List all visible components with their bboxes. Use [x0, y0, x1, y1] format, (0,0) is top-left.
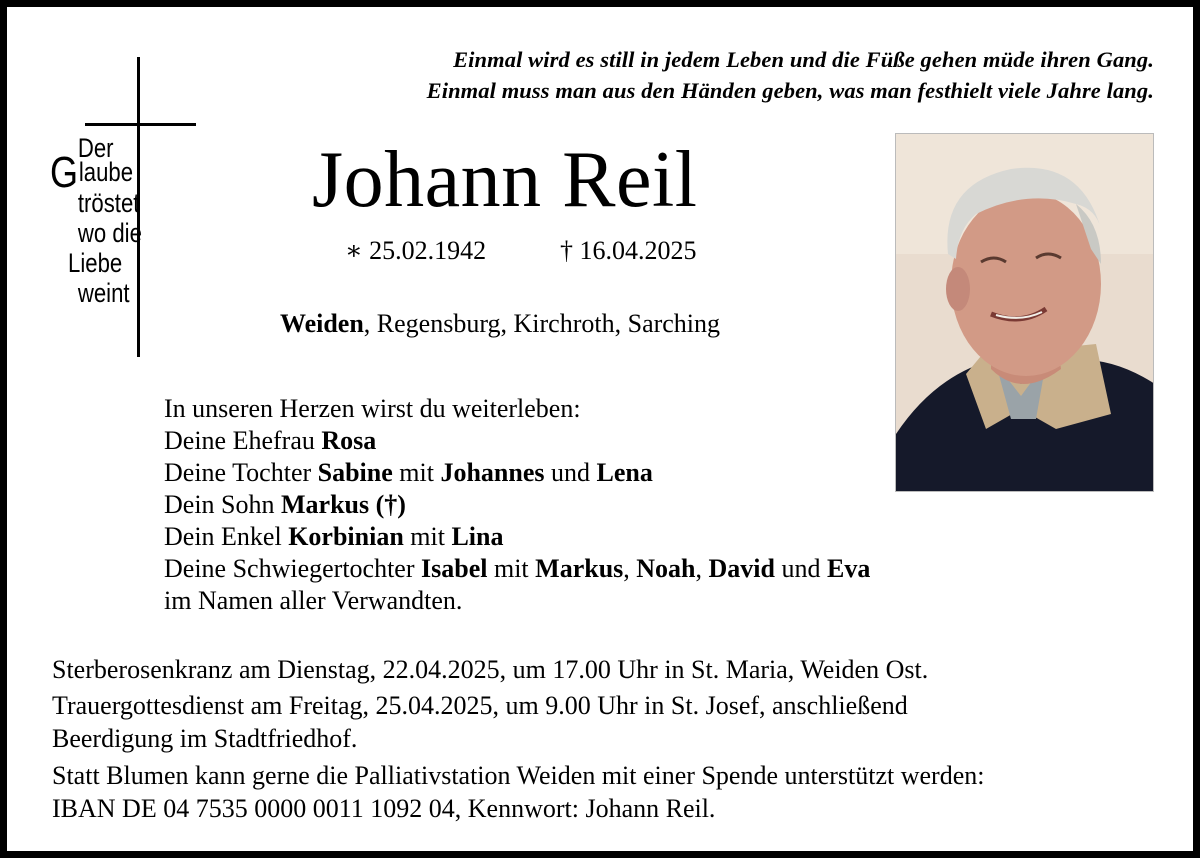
mourners-list [164, 393, 870, 617]
places-line [280, 308, 720, 340]
funeral-notice-line-2: Beerdigung im Stadtfriedhof. [52, 724, 358, 753]
motto-verse [427, 44, 1154, 106]
cross-horizontal-bar [85, 123, 196, 126]
mourner-row: Deine Tochter Sabine mit Johannes und Lena [164, 458, 653, 487]
mourner-row: Dein Enkel Korbinian mit Lina [164, 522, 504, 551]
birth-date: ∗ 25.02.1942 [345, 236, 487, 265]
faith-emblem-text [50, 133, 165, 308]
emblem-line-5: Liebe [68, 248, 123, 278]
portrait-image [896, 134, 1154, 492]
donation-notice-line-1: Statt Blumen kann gerne die Palliativstation Weiden mit einer Spende unterstützt werden: [52, 761, 985, 790]
portrait-photo [895, 133, 1154, 492]
motto-line-1: Einmal wird es still in jedem Leben und die Füße gehen müde ihren Gang. [453, 47, 1154, 72]
death-date: † 16.04.2025 [560, 236, 697, 265]
death-cross-icon: † [560, 236, 573, 265]
motto-line-2: Einmal muss man aus den Händen geben, was man festhielt viele Jahre lang. [426, 78, 1154, 103]
place-main: Weiden [280, 309, 364, 338]
funeral-notice-line-1: Trauergottesdienst am Freitag, 25.04.2025, um 9.00 Uhr in St. Josef, anschließend [52, 691, 908, 720]
emblem-line-6: weint [77, 278, 130, 308]
deceased-name: Johann Reil [312, 136, 698, 224]
mourners-intro: In unseren Herzen wirst du weiterleben: [164, 394, 581, 423]
places-rest: , Regensburg, Kirchroth, Sarching [363, 309, 721, 338]
mourner-row: Dein Sohn Markus (†) [164, 490, 406, 519]
mourner-row: Deine Ehefrau Rosa [164, 426, 377, 455]
donation-notice-line-2: IBAN DE 04 7535 0000 0011 1092 04, Kennwort: Johann Reil. [52, 794, 716, 823]
emblem-initial: G [50, 148, 79, 197]
emblem-line-1: Der [77, 133, 114, 163]
emblem-line-3: tröstet [77, 188, 140, 218]
rosary-notice: Sterberosenkranz am Dienstag, 22.04.2025, um 17.00 Uhr in St. Maria, Weiden Ost. [52, 655, 929, 684]
mourner-row: Deine Schwiegertochter Isabel mit Markus, Noah, David und Eva [164, 554, 871, 583]
birth-star-icon: ∗ [345, 236, 363, 265]
mourners-closing: im Namen aller Verwandten. [164, 586, 463, 615]
emblem-line-2: laube [78, 157, 134, 187]
emblem-line-4: wo die [77, 218, 142, 248]
